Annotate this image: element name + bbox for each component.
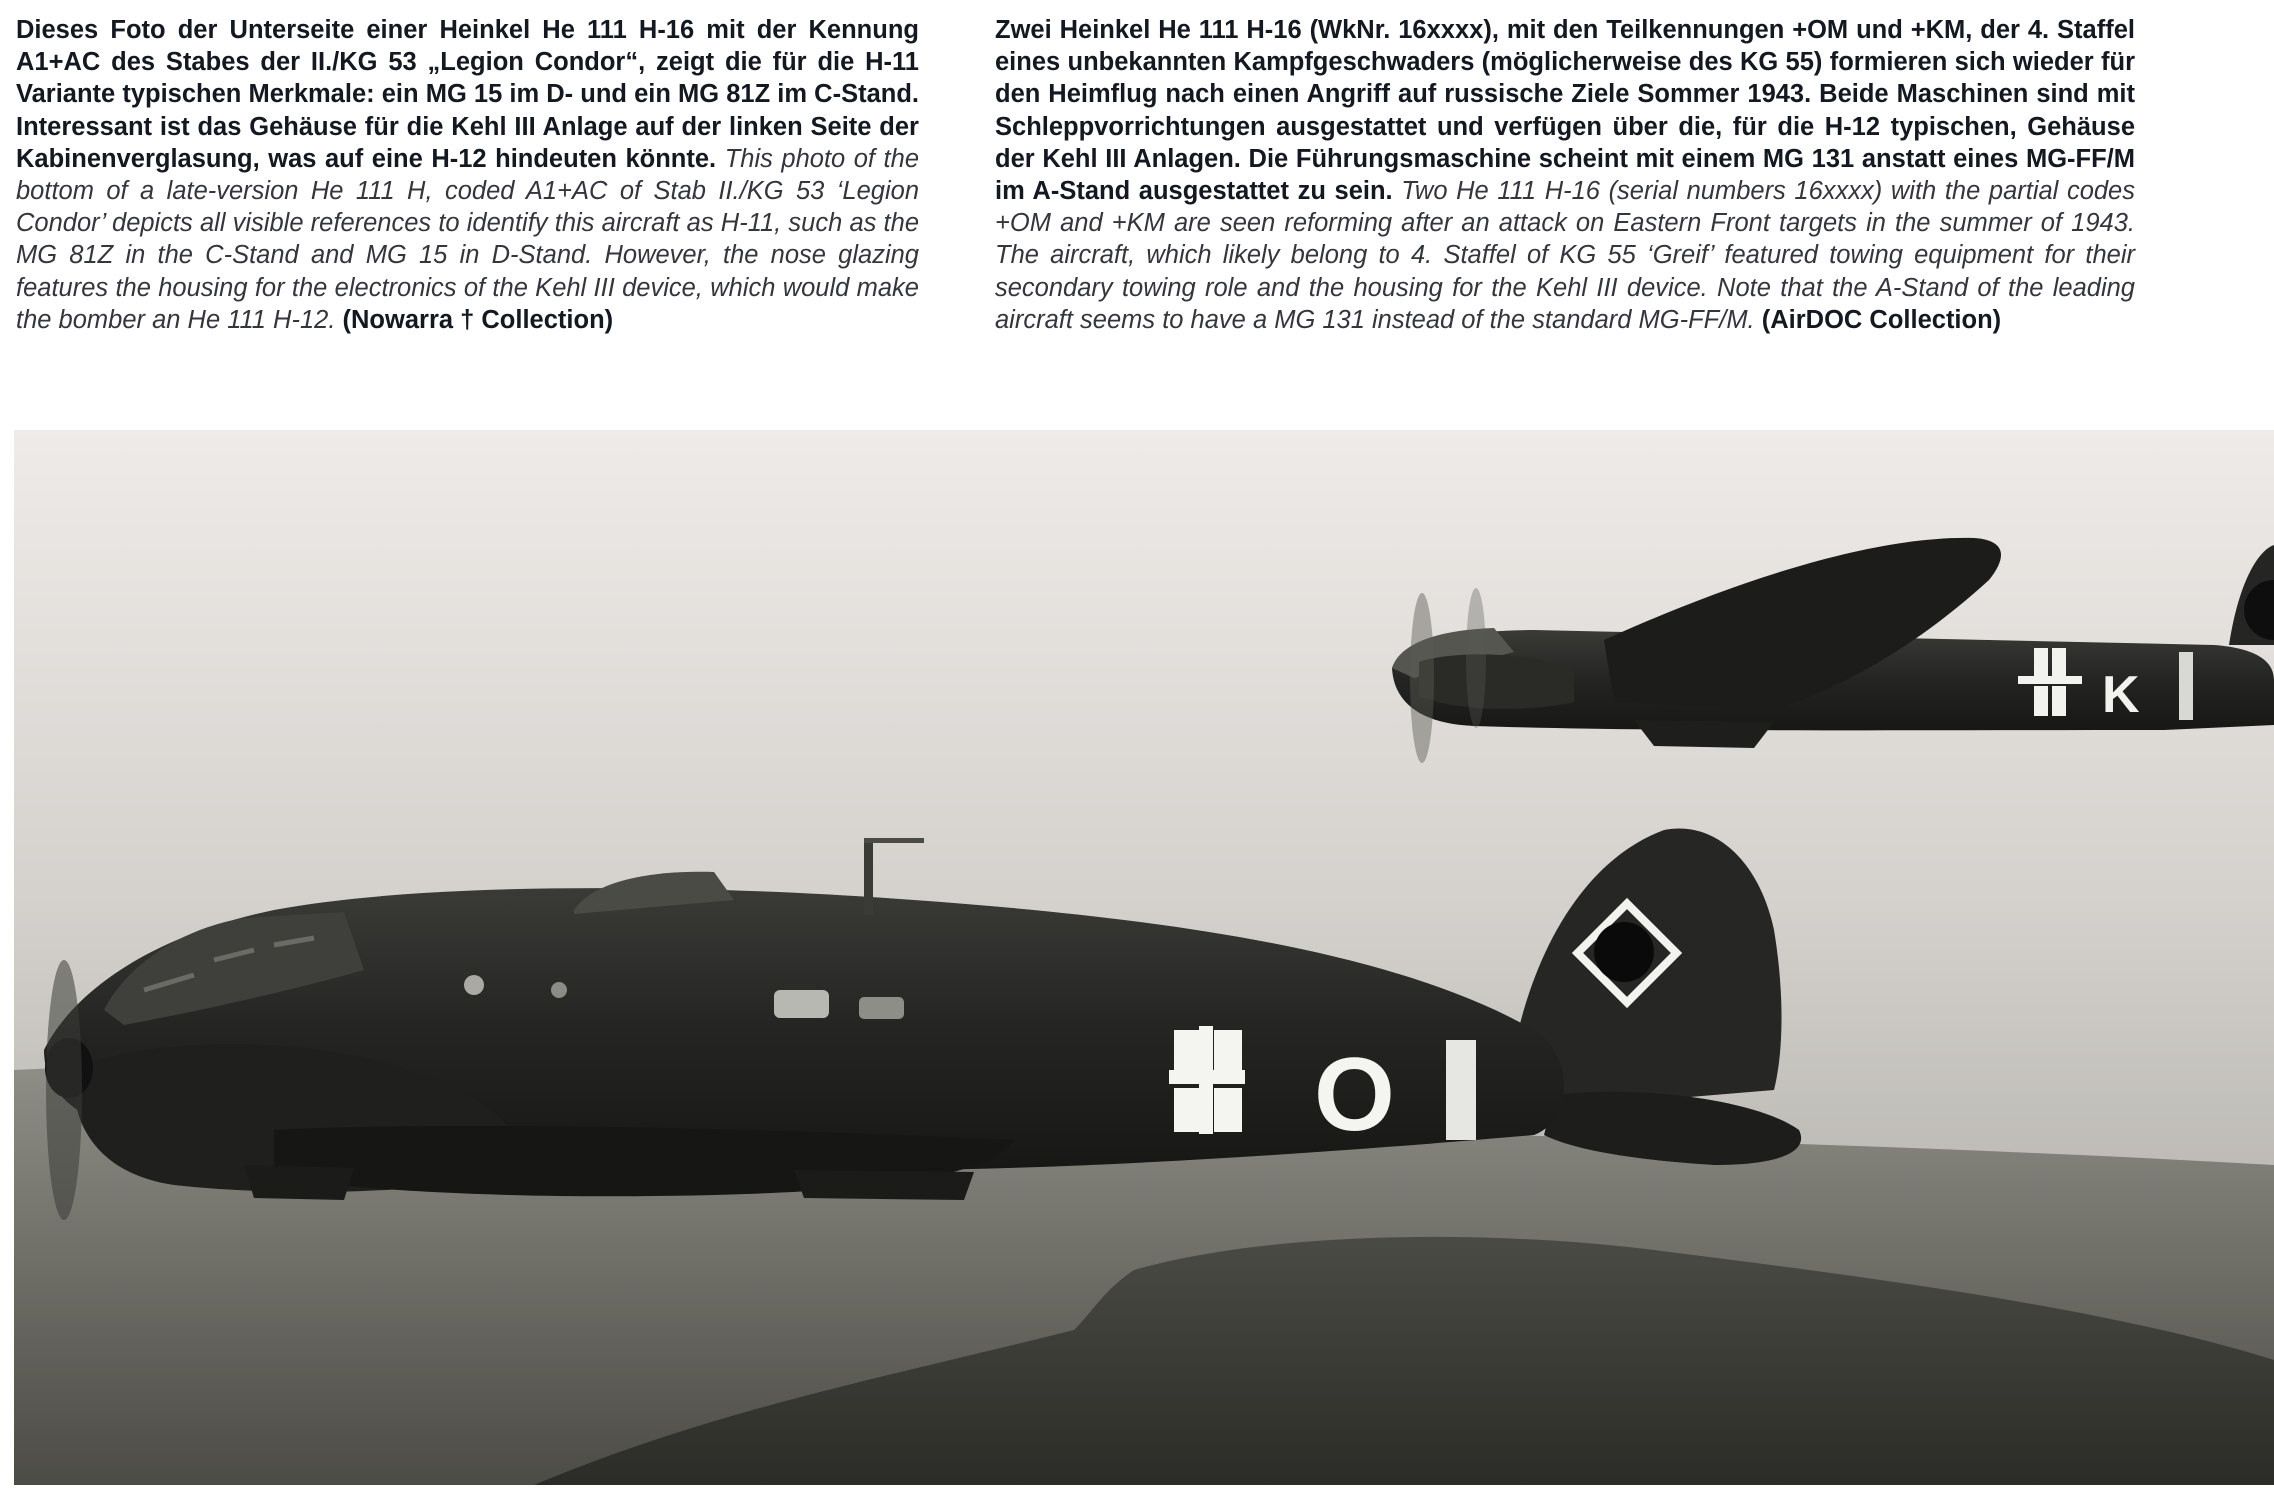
caption-left: [16, 14, 919, 336]
caption-right: [995, 14, 2135, 336]
rear-aircraft-marking: K: [2102, 666, 2140, 724]
aircraft-photo: [14, 430, 2274, 1485]
caption-left-english: This photo of the bottom of a late-version He 111 H, coded A1+AC of Stab II./KG 53 ‘Legion Condor’ depicts all visible references to identify this aircraft as H-11, such as the MG 81Z in the C-Stand and MG 15 in D-Stand. However, the nose glazing features the housing for the electronics of the Kehl III device, which would make the bomber an He 111 H-12.: [16, 144, 919, 334]
caption-left-german: Dieses Foto der Unterseite einer Heinkel He 111 H-16 mit der Kennung A1+AC des Stabes der II./KG 53 „Legion Condor“, zeigt die für die H-11 Variante typischen Merkmale: ein MG 15 im D- und ein MG 81Z im C-Stand. Interessant ist das Gehäuse für die Kehl III Anlage auf der linken Seite der Kabinenverglasung, was auf eine H-12 hindeuten könnte.: [16, 16, 919, 173]
lead-balkenkreuz: [1169, 1026, 1245, 1134]
caption-right-german: Zwei Heinkel He 111 H-16 (WkNr. 16xxxx), mit den Teilkennungen +OM und +KM, der 4. Staffel eines unbekannten Kampfgeschwaders (möglicherweise des KG 55) formieren sich wieder für den Heimflug nach einen Angriff auf russische Ziele Sommer 1943. Beide Maschinen sind mit Schleppvorrichtungen ausgestattet und verfügen über die, für die H-12 typischen, Gehäuse der Kehl III Anlagen. Die Führungsmaschine scheint mit einem MG 131 anstatt eines MG-FF/M im A-Stand ausgestattet zu sein.: [995, 16, 2135, 206]
lead-aircraft-marking: O: [1314, 1037, 1395, 1153]
caption-right-english: Two He 111 H-16 (serial numbers 16xxxx) with the partial codes +OM and +KM are seen reforming after an attack on Eastern Front targets in the summer of 1943. The aircraft, which likely belong to 4. Staffel of KG 55 ‘Greif’ featured towing equipment for their secondary towing role and the housing for the Kehl III device. Note that the A-Stand of the leading aircraft seems to have a MG 131 instead of the standard MG-FF/M.: [995, 177, 2135, 334]
caption-left-credit: (Nowarra † Collection): [342, 305, 614, 334]
caption-right-credit: (AirDOC Collection): [1761, 305, 2002, 334]
